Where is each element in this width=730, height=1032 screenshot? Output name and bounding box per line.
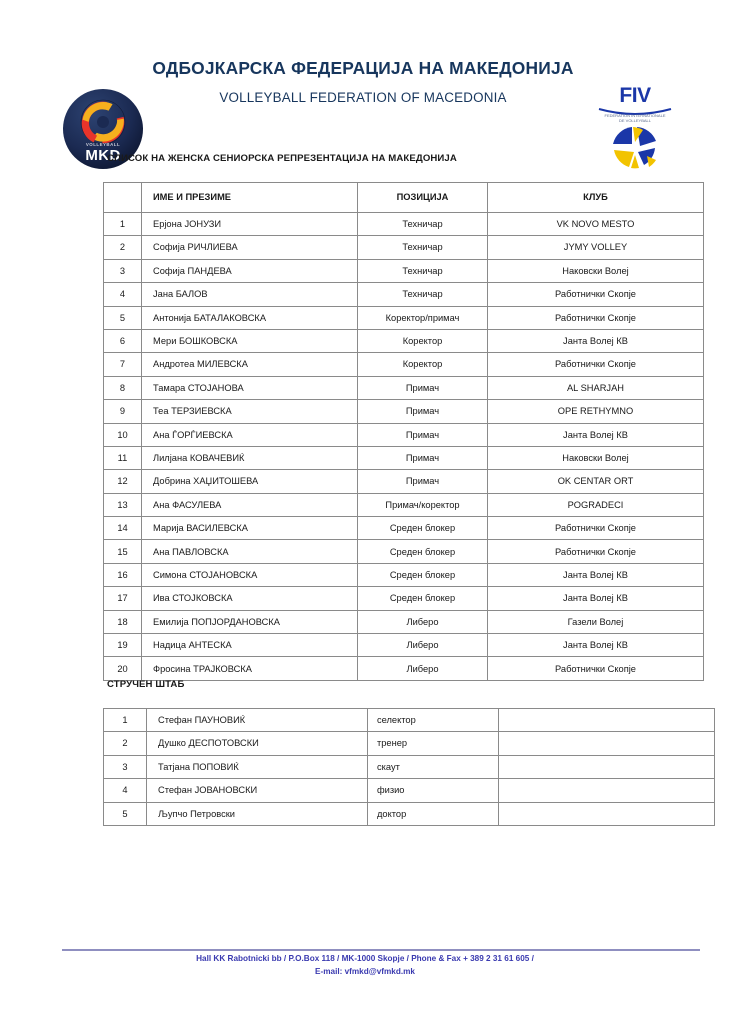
title-english: VOLLEYBALL FEDERATION OF MACEDONIA	[219, 90, 507, 105]
cell-name: Марија ВАСИЛЕВСКА	[142, 517, 358, 540]
cell-name: Ана ФАСУЛЕВА	[142, 493, 358, 516]
svg-text:MKD: MKD	[85, 147, 121, 164]
cell-position: Либеро	[358, 610, 488, 633]
table-row	[104, 802, 715, 825]
cell-position: Среден блокер	[358, 563, 488, 586]
column-header-position: ПОЗИЦИЈА	[358, 183, 488, 213]
table-row	[104, 657, 704, 680]
cell-club: Работнички Скопје	[488, 657, 704, 680]
cell-club: AL SHARJAH	[488, 376, 704, 399]
cell-position: Либеро	[358, 657, 488, 680]
cell-club: Наковски Волеј	[488, 446, 704, 469]
cell-name: Тамара СТОЈАНОВА	[142, 376, 358, 399]
table-row	[104, 732, 715, 755]
table-row	[104, 376, 704, 399]
cell-club: Работнички Скопје	[488, 283, 704, 306]
cell-number: 16	[104, 563, 142, 586]
fivb-logo-icon	[587, 82, 683, 178]
cell-position: Примач	[358, 446, 488, 469]
cell-name: Душко ДЕСПОТОВСКИ	[147, 732, 368, 755]
table-row	[104, 709, 715, 732]
column-header-club: КЛУБ	[488, 183, 704, 213]
cell-position: Техничар	[358, 236, 488, 259]
cell-number: 18	[104, 610, 142, 633]
cell-name: Фросина ТРАЈКОВСКА	[142, 657, 358, 680]
cell-blank	[499, 802, 715, 825]
table-header-row	[104, 183, 704, 213]
cell-name: Стефан ЈОВАНОВСКИ	[147, 779, 368, 802]
cell-club: Работнички Скопје	[488, 306, 704, 329]
cell-name: Лилјана КОВАЧЕВИЌ	[142, 446, 358, 469]
cell-number: 10	[104, 423, 142, 446]
cell-name: Љупчо Петровски	[147, 802, 368, 825]
svg-text:DE VOLLEYBALL: DE VOLLEYBALL	[618, 118, 652, 123]
cell-position: Среден блокер	[358, 540, 488, 563]
cell-role: селектор	[368, 709, 499, 732]
cell-number: 1	[104, 709, 147, 732]
cell-name: Антонија БАТАЛАКОВСКА	[142, 306, 358, 329]
cell-number: 9	[104, 400, 142, 423]
cell-club: Јанта Волеј КВ	[488, 587, 704, 610]
cell-blank	[499, 779, 715, 802]
cell-number: 2	[104, 236, 142, 259]
cell-number: 5	[104, 306, 142, 329]
cell-number: 12	[104, 470, 142, 493]
cell-club: Работнички Скопје	[488, 540, 704, 563]
table-row	[104, 540, 704, 563]
cell-position: Примач	[358, 470, 488, 493]
cell-number: 13	[104, 493, 142, 516]
cell-position: Техничар	[358, 259, 488, 282]
cell-club: POGRADECI	[488, 493, 704, 516]
cell-club: VK NOVO MESTO	[488, 213, 704, 236]
table-row	[104, 563, 704, 586]
cell-name: Софија РИЧЛИЕВА	[142, 236, 358, 259]
cell-name: Татјана ПОПОВИЌ	[147, 755, 368, 778]
cell-club: Наковски Волеј	[488, 259, 704, 282]
cell-position: Среден блокер	[358, 587, 488, 610]
cell-number: 7	[104, 353, 142, 376]
cell-position: Техничар	[358, 283, 488, 306]
cell-position: Коректор	[358, 353, 488, 376]
cell-club: Јанта Волеј КВ	[488, 423, 704, 446]
table-row	[104, 779, 715, 802]
cell-position: Примач	[358, 423, 488, 446]
cell-name: Ива СТОЈКОВСКА	[142, 587, 358, 610]
cell-club: Јанта Волеј КВ	[488, 634, 704, 657]
table-row	[104, 470, 704, 493]
cell-name: Ерјона ЈОНУЗИ	[142, 213, 358, 236]
cell-club: Работнички Скопје	[488, 517, 704, 540]
cell-club: Јанта Волеј КВ	[488, 563, 704, 586]
cell-name: Добрина ХАЏИТОШЕВА	[142, 470, 358, 493]
footer-address-line: Hall KK Rabotnicki bb / P.O.Box 118 / MK-1000 Skopje / Phone & Fax + 389 2 31 61 605 /	[196, 954, 534, 963]
svg-text:FEDERATION INTERNATIONALE: FEDERATION INTERNATIONALE	[604, 113, 666, 118]
cell-position: Примач/коректор	[358, 493, 488, 516]
title-macedonian: ОДБОЈКАРСКА ФЕДЕРАЦИЈА НА МАКЕДОНИЈА	[152, 58, 574, 78]
table-row	[104, 213, 704, 236]
cell-number: 3	[104, 755, 147, 778]
cell-club: Работнички Скопје	[488, 353, 704, 376]
footer-contact	[0, 953, 730, 978]
cell-club: Јанта Волеј КВ	[488, 329, 704, 352]
cell-role: доктор	[368, 802, 499, 825]
roster-section-heading: СПИСОК НА ЖЕНСКА СЕНИОРСКА РЕПРЕЗЕНТАЦИЈА НА МАКЕДОНИЈА	[107, 153, 457, 164]
cell-name: Ана ПАВЛОВСКА	[142, 540, 358, 563]
cell-number: 4	[104, 283, 142, 306]
table-row	[104, 423, 704, 446]
cell-role: скаут	[368, 755, 499, 778]
column-header-number	[104, 183, 142, 213]
cell-position: Примач	[358, 376, 488, 399]
cell-blank	[499, 755, 715, 778]
table-row	[104, 755, 715, 778]
svg-text:VOLLEYBALL: VOLLEYBALL	[85, 142, 121, 147]
cell-name: Стефан ПАУНОВИЌ	[147, 709, 368, 732]
cell-number: 14	[104, 517, 142, 540]
roster-table	[103, 182, 704, 681]
cell-name: Ана ЃОРЃИЕВСКА	[142, 423, 358, 446]
cell-number: 19	[104, 634, 142, 657]
cell-club: JYMY VOLLEY	[488, 236, 704, 259]
table-row	[104, 634, 704, 657]
svg-text:FIV: FIV	[619, 84, 651, 107]
cell-name: Јана БАЛОВ	[142, 283, 358, 306]
cell-number: 11	[104, 446, 142, 469]
footer-divider	[62, 949, 700, 951]
cell-position: Коректор/примач	[358, 306, 488, 329]
cell-position: Либеро	[358, 634, 488, 657]
cell-name: Надица АНТЕСКА	[142, 634, 358, 657]
table-row	[104, 329, 704, 352]
cell-club: OPE RETHYMNO	[488, 400, 704, 423]
staff-table	[103, 708, 715, 826]
table-row	[104, 236, 704, 259]
federation-titles	[148, 58, 578, 105]
cell-position: Коректор	[358, 329, 488, 352]
cell-name: Емилија ПОПЈОРДАНОВСКА	[142, 610, 358, 633]
cell-position: Среден блокер	[358, 517, 488, 540]
table-row	[104, 400, 704, 423]
table-row	[104, 587, 704, 610]
cell-name: Мери БОШКОВСКА	[142, 329, 358, 352]
cell-club: Газели Волеј	[488, 610, 704, 633]
cell-number: 15	[104, 540, 142, 563]
cell-name: Андротеа МИЛЕВСКА	[142, 353, 358, 376]
cell-number: 2	[104, 732, 147, 755]
cell-number: 3	[104, 259, 142, 282]
cell-name: Теа ТЕРЗИЕВСКА	[142, 400, 358, 423]
cell-number: 20	[104, 657, 142, 680]
cell-name: Софија ПАНДЕВА	[142, 259, 358, 282]
cell-blank	[499, 732, 715, 755]
table-row	[104, 353, 704, 376]
table-row	[104, 493, 704, 516]
column-header-name: ИМЕ И ПРЕЗИМЕ	[142, 183, 358, 213]
cell-club: OK CENTAR ORT	[488, 470, 704, 493]
table-row	[104, 610, 704, 633]
table-row	[104, 283, 704, 306]
cell-number: 1	[104, 213, 142, 236]
staff-section-heading: СТРУЧЕН ШТАБ	[107, 679, 185, 690]
cell-number: 8	[104, 376, 142, 399]
table-row	[104, 259, 704, 282]
table-row	[104, 306, 704, 329]
cell-number: 17	[104, 587, 142, 610]
cell-role: тренер	[368, 732, 499, 755]
footer-email-line: E-mail: vfmkd@vfmkd.mk	[315, 966, 415, 976]
cell-number: 6	[104, 329, 142, 352]
cell-position: Техничар	[358, 213, 488, 236]
cell-number: 4	[104, 779, 147, 802]
cell-blank	[499, 709, 715, 732]
cell-role: физио	[368, 779, 499, 802]
table-row	[104, 446, 704, 469]
cell-number: 5	[104, 802, 147, 825]
table-row	[104, 517, 704, 540]
cell-name: Симона СТОЈАНОВСКА	[142, 563, 358, 586]
cell-position: Примач	[358, 400, 488, 423]
